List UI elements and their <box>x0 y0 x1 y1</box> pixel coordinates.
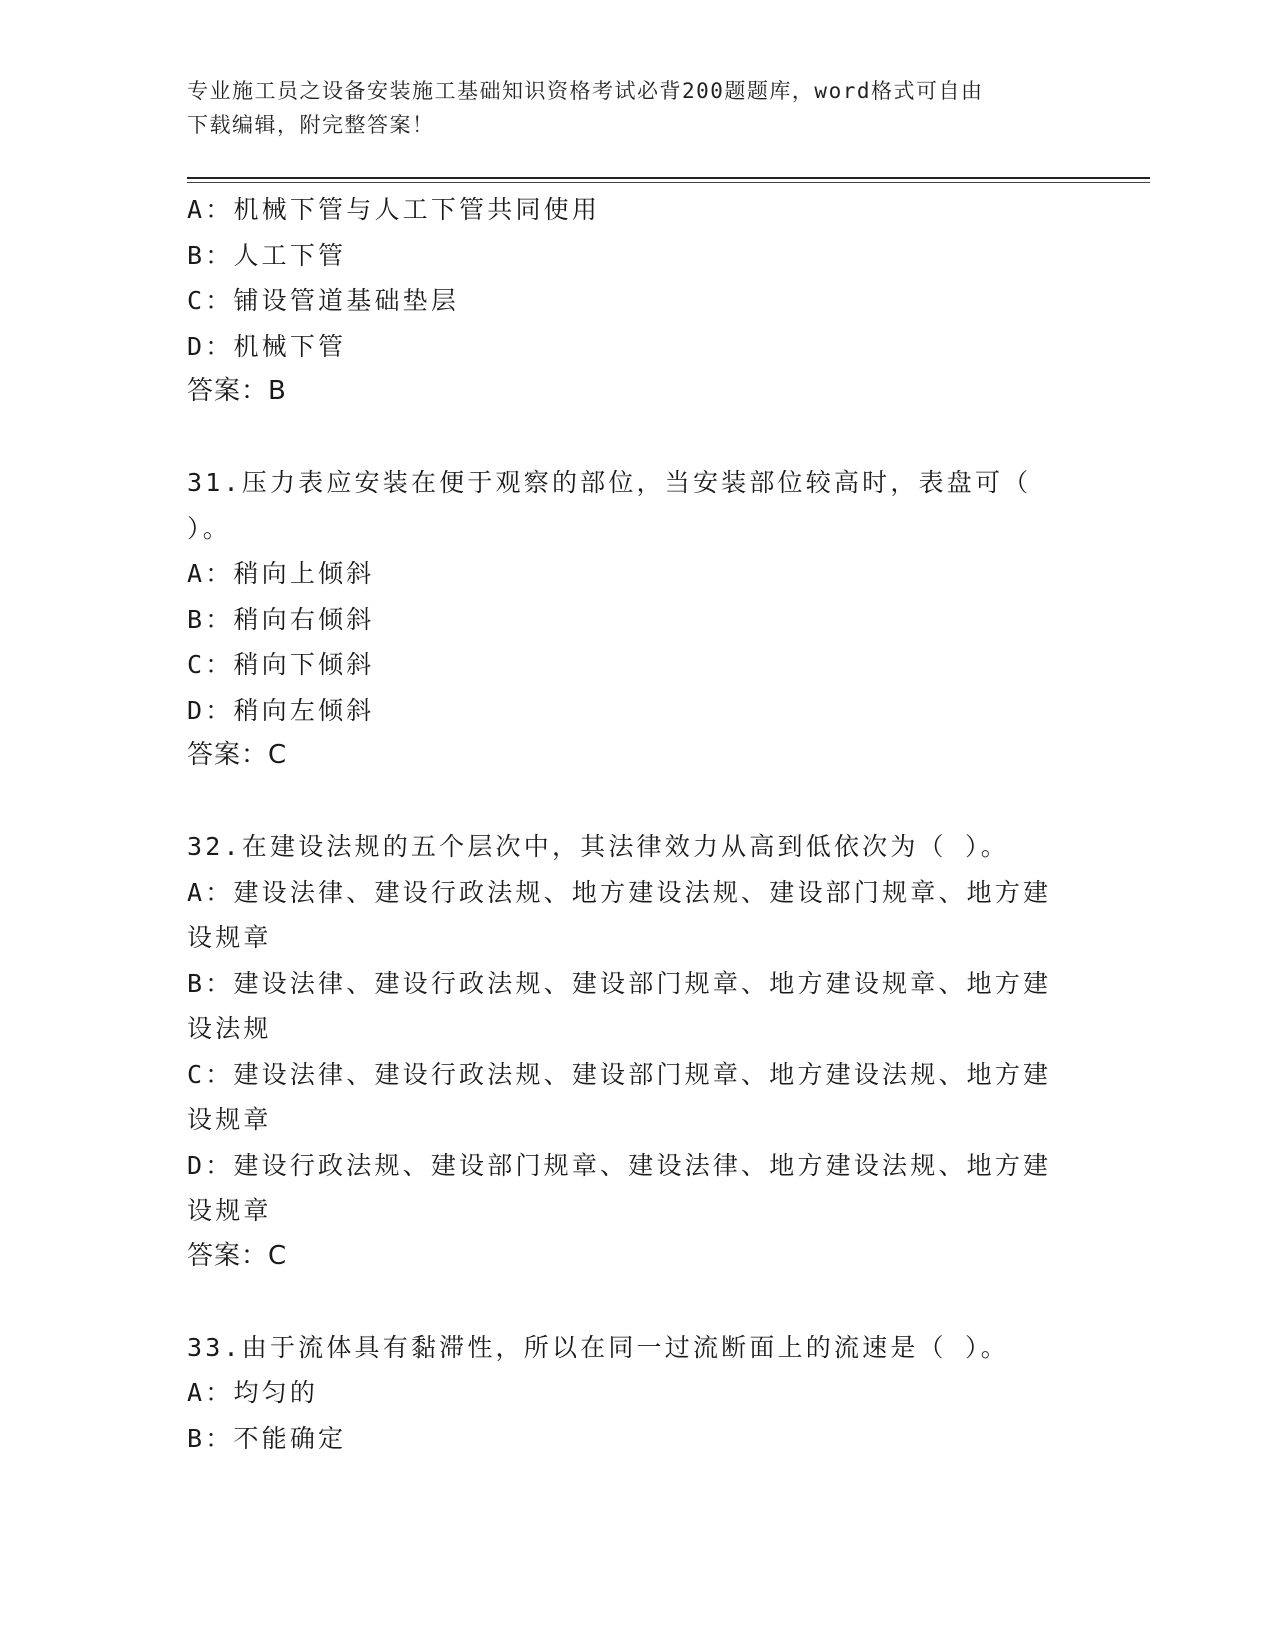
question-stem-continued: ）。 <box>187 513 231 543</box>
option-c-continued: 设规章 <box>187 1105 272 1134</box>
option-b: B：不能确定 <box>187 1423 347 1453</box>
option-a: A：均匀的 <box>187 1378 319 1407</box>
header-divider-thick <box>187 177 1150 179</box>
option-c: C：铺设管道基础垫层 <box>187 286 460 315</box>
question-stem: 31.压力表应安装在便于观察的部位，当安装部位较高时，表盘可（ <box>187 468 1032 497</box>
question-33 <box>187 1325 1087 1462</box>
header-line-1: 专业施工员之设备安装施工基础知识资格考试必背200题题库，word格式可自由 <box>187 79 984 103</box>
question-stem: 32.在建设法规的五个层次中，其法律效力从高到低依次为（ ）。 <box>187 832 1009 861</box>
option-b-continued: 设法规 <box>187 1014 272 1043</box>
option-b: B：人工下管 <box>187 240 347 270</box>
header-divider-thin <box>187 182 1150 183</box>
question-31 <box>187 460 1087 779</box>
question-32 <box>187 824 1087 1279</box>
option-b: B：稍向右倾斜 <box>187 604 375 634</box>
option-a: A：稍向上倾斜 <box>187 559 375 588</box>
option-a: A：机械下管与人工下管共同使用 <box>187 195 601 224</box>
option-d: D：建设行政法规、建设部门规章、建设法律、地方建设法规、地方建 <box>187 1150 1052 1180</box>
spacer <box>187 779 1087 825</box>
option-a: A：建设法律、建设行政法规、地方建设法规、建设部门规章、地方建 <box>187 877 1052 907</box>
document-header <box>187 74 1087 142</box>
answer-label: 答案：B <box>187 376 287 406</box>
question-30 <box>187 187 1087 415</box>
option-c: C：建设法律、建设行政法规、建设部门规章、地方建设法规、地方建 <box>187 1059 1052 1089</box>
spacer <box>187 1279 1087 1325</box>
option-d-continued: 设规章 <box>187 1196 272 1225</box>
option-b: B：建设法律、建设行政法规、建设部门规章、地方建设规章、地方建 <box>187 968 1052 998</box>
option-a-continued: 设规章 <box>187 923 272 952</box>
question-stem: 33.由于流体具有黏滞性，所以在同一过流断面上的流速是（ ）。 <box>187 1332 1009 1362</box>
question-list <box>187 187 1087 1461</box>
answer-label: 答案：C <box>187 740 288 770</box>
option-d: D：机械下管 <box>187 331 347 361</box>
option-c: C：稍向下倾斜 <box>187 650 375 679</box>
option-d: D：稍向左倾斜 <box>187 695 375 725</box>
answer-label: 答案：C <box>187 1240 288 1271</box>
header-line-2: 下载编辑，附完整答案！ <box>187 113 435 137</box>
spacer <box>187 415 1087 461</box>
